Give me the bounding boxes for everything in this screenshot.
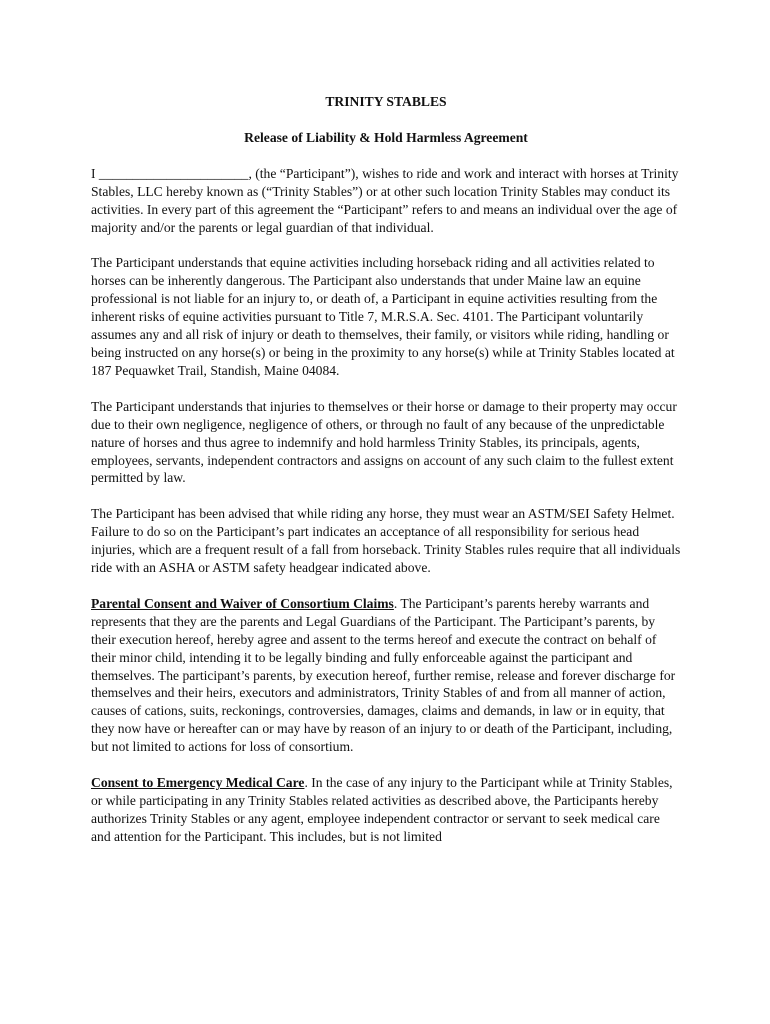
parental-consent-heading: Parental Consent and Waiver of Consortium Claims xyxy=(91,595,394,611)
document-subtitle: Release of Liability & Hold Harmless Agreement xyxy=(244,129,528,145)
document-title: TRINITY STABLES xyxy=(325,94,447,109)
emergency-care-heading: Consent to Emergency Medical Care xyxy=(91,775,305,791)
paragraph-parental-consent xyxy=(91,595,681,756)
paragraph-indemnify: The Participant understands that injuries to themselves or their horse or damage to their property may occur due to their own negligence, negligence of others, or through no fault of any because of the unpredictable nature of horses and thus agree to indemnify and hold harmless Trinity Stables, its principals, agents, employees, servants, independent contractors and assigns on account of any such claim to the fullest extent permitted by law. xyxy=(91,398,677,486)
paragraph-emergency-care xyxy=(91,774,681,846)
parental-consent-body: . The Participant’s parents hereby warrants and represents that they are the parents and Legal Guardians of the Participant. The Participant’s parents, by their execution hereof, hereby agree and assent to the terms hereof and execute the contract on behalf of their minor child, intending it to be legally binding and fully enforceable against the participant and themselves. The participant’s parents, by execution hereof, further remise, release and forever discharge for themselves and their heirs, executors and administrators, Trinity Stables of and from all manner of action, causes of cations, suits, reckonings, controversies, damages, claims and demands, in law or in equity, that they now have or hereafter can or may have by reason of an injury to or death of the Participant, including, but not limited to actions for loss of consortium. xyxy=(91,595,676,755)
paragraph-helmet: The Participant has been advised that while riding any horse, they must wear an ASTM/SEI Safety Helmet. Failure to do so on the Participant’s part indicates an acceptance of all responsibility for serious head injuries, which are a frequent result of a fall from horseback. Trinity Stables rules require that all individuals ride with an ASHA or ASTM safety headgear indicated above. xyxy=(91,506,681,576)
document-page xyxy=(91,93,681,864)
paragraph-inherent-risk: The Participant understands that equine activities including horseback riding and all activities related to horses can be inherently dangerous. The Participant also understands that under Maine law an equine professional is not liable for an injury to, or death of, a Participant in equine activities resulting from the inherent risks of equine activities pursuant to Title 7, M.R.S.A. Sec. 4101. The Participant voluntarily assumes any and all risk of injury or death to themselves, their family, or visitors while riding, handling or being instructed on any horse(s) or being in the proximity to any horse(s) while at Trinity Stables located at 187 Pequawket Trail, Standish, Maine 04084. xyxy=(91,255,675,378)
paragraph-participant-intro: I ______________________, (the “Participant”), wishes to ride and work and interact with horses at Trinity Stables, LLC hereby known as (“Trinity Stables”) or at other such location Trinity Stables may conduct its activities. In every part of this agreement the “Participant” refers to and means an individual over the age of majority and/or the parents or legal guardian of that individual. xyxy=(91,165,679,235)
emergency-care-body: . In the case of any injury to the Participant while at Trinity Stables, or while participating in any Trinity Stables related activities as described above, the Participants hereby authorizes Trinity Stables or any agent, employee independent contractor or servant to seek medical care and attention for the Participant. This includes, but is not limited xyxy=(91,775,673,844)
